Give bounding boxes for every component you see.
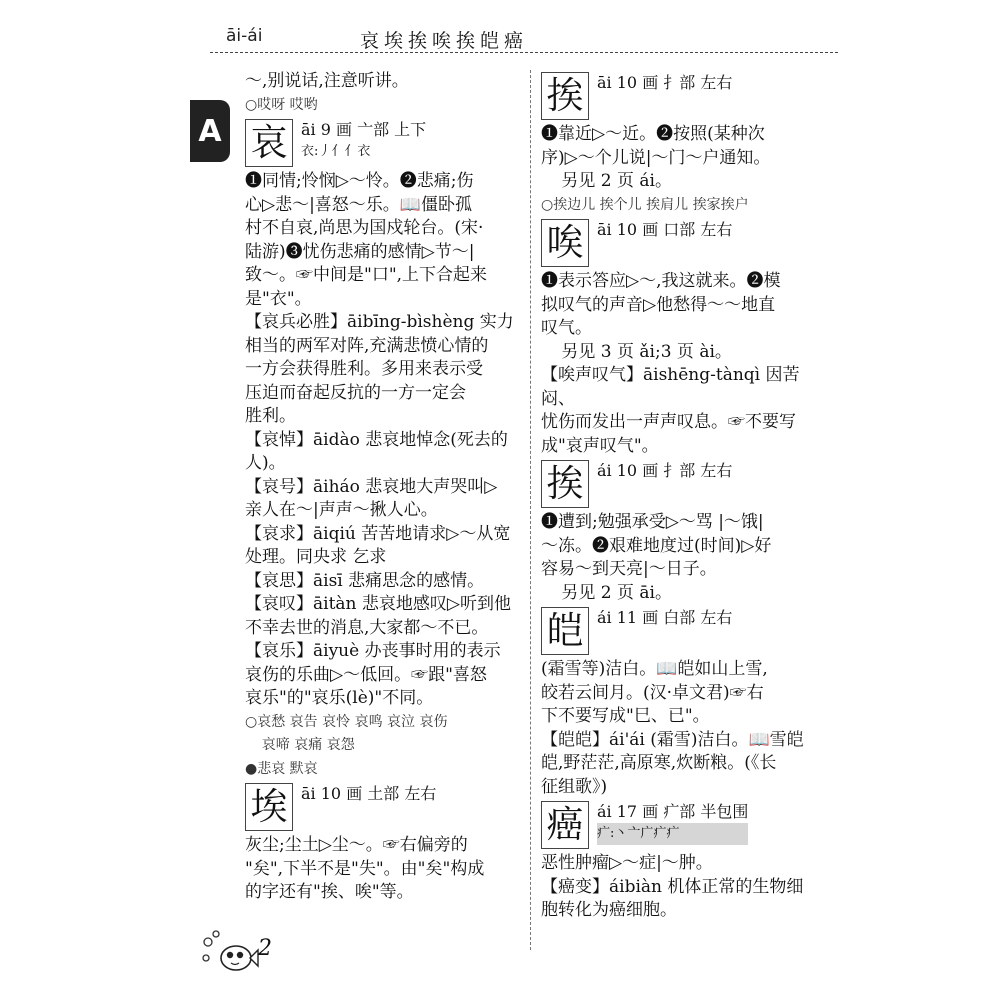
entry-ai2-head <box>245 783 523 831</box>
phrase-line: 成"哀声叹气"。 <box>541 435 659 456</box>
related-words: 哀啼 哀痛 哀怨 <box>261 737 355 753</box>
phrase-line: 【癌变】áibiàn 机体正常的生物细 <box>541 876 804 897</box>
phrase-line: 不幸去世的消息,大家都～不已。 <box>245 617 489 638</box>
headword-meta: āi 10 画 土部 左右 <box>301 784 437 803</box>
phrase-line: 皑,野茫茫,高原寒,炊断粮。(《长 <box>541 753 777 773</box>
definition-line: 序)▷～个儿说|～门～户通知。 <box>541 147 771 168</box>
phrase-line: 人)。 <box>245 453 286 473</box>
headword-meta: ái 17 画 疒部 半包围 <box>597 802 749 821</box>
header-rule <box>210 52 838 53</box>
phrase-line: 【哀叹】āitàn 悲哀地感叹▷听到他 <box>245 594 511 614</box>
page-footer <box>200 928 300 978</box>
continuation-tag: ○哎呀 哎哟 <box>245 96 318 113</box>
phrase-line: 一方会获得胜利。多用来表示受 <box>245 359 483 379</box>
definition-line: 致～。☞中间是"口",上下合起来 <box>245 265 488 285</box>
stroke-order: 疒:丶亠广疒疒 <box>597 823 748 845</box>
left-column <box>245 70 523 905</box>
phrase-line: 【哀思】āisī 悲痛思念的感情。 <box>245 570 485 591</box>
phrase-line: 【唉声叹气】āishēng-tànqì 因苦闷、 <box>541 365 800 409</box>
headword-meta: ái 11 画 白部 左右 <box>597 608 733 627</box>
running-header <box>210 20 838 60</box>
definition-line: (霜雪等)洁白。📖皑如山上雪, <box>541 659 768 679</box>
phrase-line: 处理。同央求 乞求 <box>245 547 387 567</box>
fish-mascot-icon <box>200 928 260 978</box>
definition-line: 下不要写成"巳、已"。 <box>541 706 710 726</box>
phrase-line: 哀乐"的"哀乐(lè)"不同。 <box>245 688 434 708</box>
definition-line: 是"衣"。 <box>245 288 312 309</box>
entry-ai1-head <box>245 119 523 167</box>
definition-line: 恶性肿瘤▷～症|～肿。 <box>541 853 713 873</box>
entry-ai7-head <box>541 801 823 849</box>
header-title: 哀埃挨唉挨皑癌 <box>360 30 529 52</box>
phrase-line: 哀伤的乐曲▷～低回。☞跟"喜怒 <box>245 664 487 685</box>
definition-line: ❶表示答应▷～,我这就来。❷模 <box>541 271 781 291</box>
headword-meta: ái 10 画 扌部 左右 <box>597 461 733 480</box>
headword-box: 挨 <box>541 72 589 120</box>
definition-line: 灰尘;尘土▷尘～。☞右偏旁的 <box>245 835 468 855</box>
definition-line: ❶同情;怜悯▷～怜。❷悲痛;伤 <box>245 171 474 191</box>
stroke-order: 衣:丿亻亻衣 <box>301 144 371 159</box>
definition-line: 叹气。 <box>541 318 592 338</box>
phrase-line: 【哀号】āiháo 悲哀地大声哭叫▷ <box>245 476 498 497</box>
phrase-line: 亲人在～|声声～揪人心。 <box>245 500 438 520</box>
phrase-line: 【皑皑】ái'ái (霜雪)洁白。📖雪皑 <box>541 729 804 750</box>
page-number: 2 <box>258 936 272 961</box>
definition-line: 拟叹气的声音▷他愁得～～地直 <box>541 294 776 315</box>
definition-line: ～冻。❷艰难地度过(时间)▷好 <box>541 535 772 556</box>
entry-ai4-head <box>541 219 823 267</box>
entry-ai6-head <box>541 607 823 655</box>
right-column <box>541 70 823 923</box>
definition-line: 陆游)❸忧伤悲痛的感情▷节～| <box>245 241 475 262</box>
phrase-line: 胜利。 <box>245 406 296 426</box>
phrase-line: 【哀兵必胜】āibīng-bìshèng 实力 <box>245 312 514 332</box>
phrase-line: 忧伤而发出一声声叹息。☞不要写 <box>541 412 796 432</box>
header-pinyin-range: āi-ái <box>226 26 263 46</box>
cross-reference: 另见 2 页 ái。 <box>561 171 672 191</box>
headword-meta: āi 10 画 扌部 左右 <box>597 73 733 92</box>
related-words: ○哀愁 哀告 哀怜 哀鸣 哀泣 哀伤 <box>245 713 448 730</box>
phrase-line: 压迫而奋起反抗的一方一定会 <box>245 382 466 403</box>
phrase-line: 【哀悼】āidào 悲哀地悼念(死去的 <box>245 429 508 450</box>
definition-line: 的字还有"挨、唉"等。 <box>245 882 414 902</box>
entry-ai5-head <box>541 460 823 508</box>
headword-meta: āi 10 画 口部 左右 <box>597 220 733 239</box>
headword-meta: āi 9 画 亠部 上下 <box>301 120 427 139</box>
cross-reference: 另见 3 页 ǎi;3 页 ài。 <box>561 341 732 362</box>
cross-reference: 另见 2 页 āi。 <box>561 582 672 603</box>
definition-line: 村不自哀,尚思为国戍轮台。(宋· <box>245 218 484 238</box>
definition-line: ❶靠近▷～近。❷按照(某种次 <box>541 124 765 144</box>
definition-line: 容易～到天亮|～日子。 <box>541 559 717 579</box>
related-words: ○挨边儿 挨个儿 挨肩儿 挨家挨户 <box>541 196 749 213</box>
related-words: ●悲哀 默哀 <box>245 760 318 777</box>
phrase-line: 胞转化为癌细胞。 <box>541 900 677 920</box>
continuation-text: ～,别说话,注意听讲。 <box>245 71 409 91</box>
phrase-line: 【哀乐】āiyuè 办丧事时用的表示 <box>245 641 501 661</box>
column-divider <box>530 70 531 950</box>
definition-line: 心▷悲～|喜怒～乐。📖僵卧孤 <box>245 194 472 215</box>
headword-box: 皑 <box>541 607 589 655</box>
headword-box: 哀 <box>245 119 293 167</box>
entry-ai3-head <box>541 72 823 120</box>
letter-tab: A <box>190 100 230 162</box>
headword-box: 癌 <box>541 801 589 849</box>
headword-box: 挨 <box>541 460 589 508</box>
phrase-line: 征组歌》) <box>541 776 608 797</box>
headword-box: 埃 <box>245 783 293 831</box>
phrase-line: 相当的两军对阵,充满悲愤心情的 <box>245 335 489 356</box>
definition-line: ❶遭到;勉强承受▷～骂 |～饿| <box>541 512 764 532</box>
headword-box: 唉 <box>541 219 589 267</box>
phrase-line: 【哀求】āiqiú 苦苦地请求▷～从宽 <box>245 523 511 544</box>
definition-line: 皎若云间月。(汉·卓文君)☞右 <box>541 682 764 703</box>
definition-line: "矣",下半不是"失"。由"矣"构成 <box>245 858 485 879</box>
